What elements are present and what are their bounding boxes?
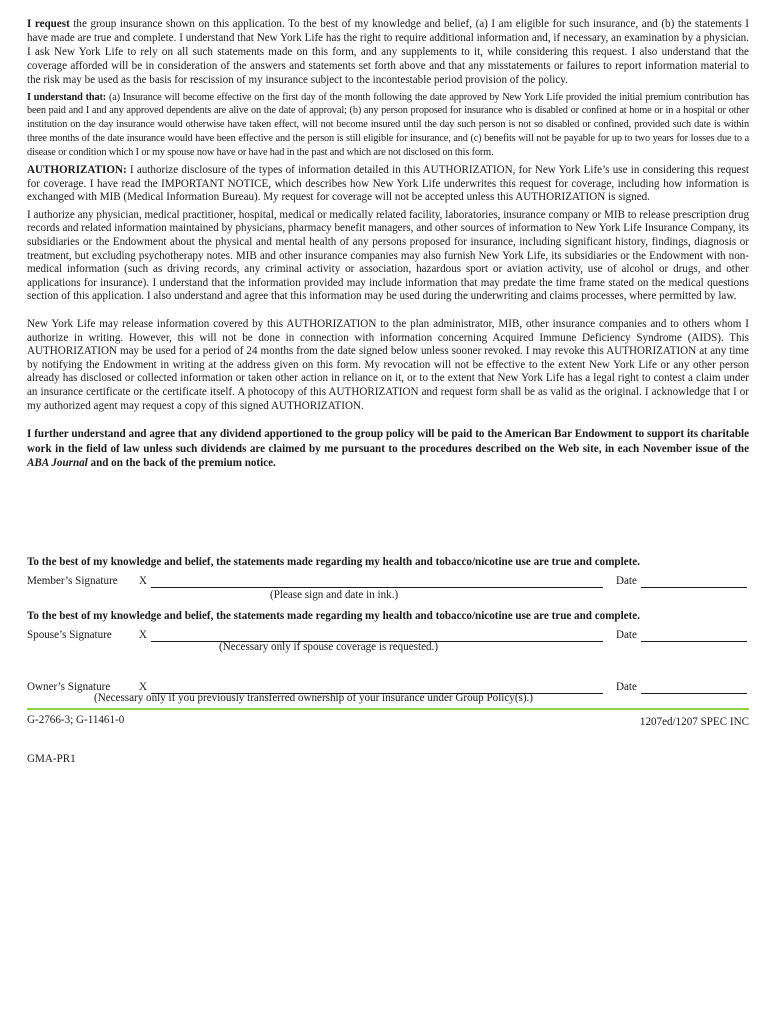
member-date-field[interactable] — [641, 587, 747, 588]
authorize-any-paragraph: I authorize any physician, medical practitioner, hospital, medical or medically related facility, laboratories, insurance company or MIB to release prescription drug records and related information maintained by physicians, pharmacy benefit managers, and other sources of information to New York Life Insurance Company, its subsidiaries or the Endowment about the physical and mental health of any persons proposed for insurance, including significant history, findings, diagnosis or treatment, but excluding psychotherapy notes. MIB and other insurance companies may also furnish New York Life, its subsidiaries or the Endowment with non-medical information (such as driving records, any criminal activity or association, hazardous sport or aviation activity, use of alcohol or drugs, and other applications for insurance). I understand that the information provided may include information that may predate the time frame stated on the medical questions section of this application. I also understand and agree that this information may be used during the underwriting and claims processes, where permitted by law. — [27, 208, 749, 303]
dividend-text-a: I further understand and agree that any dividend apportioned to the group policy will be paid to the American Bar Endowment to support its charitable work in the field of law unless such dividends are claimed by me pursuant to the procedures described on the Web site, in each November issue of the — [27, 428, 749, 455]
release-paragraph: New York Life may release information covered by this AUTHORIZATION to the plan administrator, MIB, other insurance companies and to others whom I authorize in writing. However, this will not be done in connection with information concerning Acquired Immune Deficiency Syndrome (AIDS). This AUTHORIZATION may be used for a period of 24 months from the date signed below unless sooner revoked. I may revoke this AUTHORIZATION at any time by notifying the Endowment in writing at the address given on this form. My revocation will not be effective to the extent New York Life or any other person already has disclosed or collected information or taken other action in reliance on it, or to the extent that New York Life has a legal right to contest a claim under an insurance certificate or the certificate itself. A photocopy of this AUTHORIZATION and request form shall be as valid as the original. I acknowledge that I or my authorized agent may request a copy of this signed AUTHORIZATION. — [27, 318, 749, 412]
understand-lead: I understand that: — [27, 91, 107, 103]
dividend-text-b: and on the back of the premium notice. — [87, 456, 276, 469]
authorization-paragraph — [27, 164, 749, 205]
footer-divider — [27, 708, 749, 710]
aba-journal-title: ABA Journal — [27, 456, 88, 469]
member-signature-label: Member’s Signature — [27, 575, 118, 587]
owner-date-label: Date — [616, 681, 637, 693]
form-numbers: G-2766-3; G-11461-0 — [27, 714, 125, 726]
owner-signature-note: (Necessary only if you previously transferred ownership of your insurance under Group Policy(s).) — [94, 692, 534, 704]
member-statement: To the best of my knowledge and belief, the statements made regarding my health and tobacco/nicotine use are true and complete. — [27, 556, 640, 568]
owner-x-mark: X — [139, 681, 148, 693]
spouse-date-field[interactable] — [641, 641, 747, 642]
understand-body: (a) Insurance will become effective on the first day of the month following the date approved by New York Life provided the initial premium contribution has been paid and I and any approved dependents are alive on the date of approval; (b) any person proposed for insurance who is disabled or confined at home or in a hospital or other institution on the day insurance would otherwise have taken effect, will not become insured until the day such person is not so disabled or confined, provided such date is within three months of the date insurance would have been effective and the person is still eligible for insurance, and (c) benefits will not be payable for up to two years for losses due to a disease or condition which I or my spouse now have or have had in the past and which are not disclosed on this form. — [27, 91, 749, 159]
member-signature-note: (Please sign and date in ink.) — [270, 589, 399, 601]
edition-code: 1207ed/1207 SPEC INC — [639, 716, 749, 728]
dividend-paragraph — [27, 427, 749, 470]
member-date-label: Date — [616, 575, 637, 587]
understand-paragraph — [27, 91, 749, 161]
owner-date-field[interactable] — [641, 693, 747, 694]
application-declarations — [27, 18, 749, 470]
spouse-signature-label: Spouse’s Signature — [27, 629, 112, 641]
owner-signature-label: Owner’s Signature — [27, 681, 111, 693]
spouse-signature-note: (Necessary only if spouse coverage is requested.) — [219, 641, 439, 653]
member-x-mark: X — [139, 575, 148, 587]
request-lead: I request — [27, 18, 70, 30]
spouse-x-mark: X — [139, 629, 148, 641]
spouse-date-label: Date — [616, 629, 637, 641]
authorization-heading: AUTHORIZATION: — [27, 164, 127, 177]
form-code: GMA-PR1 — [27, 753, 76, 765]
spouse-statement: To the best of my knowledge and belief, the statements made regarding my health and tobacco/nicotine use are true and complete. — [27, 610, 640, 622]
member-signature-field[interactable] — [151, 587, 603, 588]
authorization-body: I authorize disclosure of the types of information detailed in this AUTHORIZATION, for New York Life’s use in considering this request for coverage. I have read the IMPORTANT NOTICE, which describes how New York Life underwrites this request for coverage, including how information is exchanged with MIB (Medical Information Bureau). My request for coverage will not be accepted unless this AUTHORIZATION is signed. — [27, 164, 749, 204]
request-body: the group insurance shown on this application. To the best of my knowledge and belief, (a) I am eligible for such insurance, and (b) the statements I have made are true and complete. I understand that New York Life has the right to require additional information and, if necessary, an examination by a physician. I ask New York Life to rely on all such statements made on this form, and any supplements to it, while considering this request. I also understand that the coverage afforded will be in consideration of the answers and statements set forth above and that any misstatements or failures to report information material to the risk may be used as the basis for rescission of my insurance subject to the incontestable period provision of the policy. — [27, 18, 750, 86]
request-paragraph — [27, 18, 749, 88]
